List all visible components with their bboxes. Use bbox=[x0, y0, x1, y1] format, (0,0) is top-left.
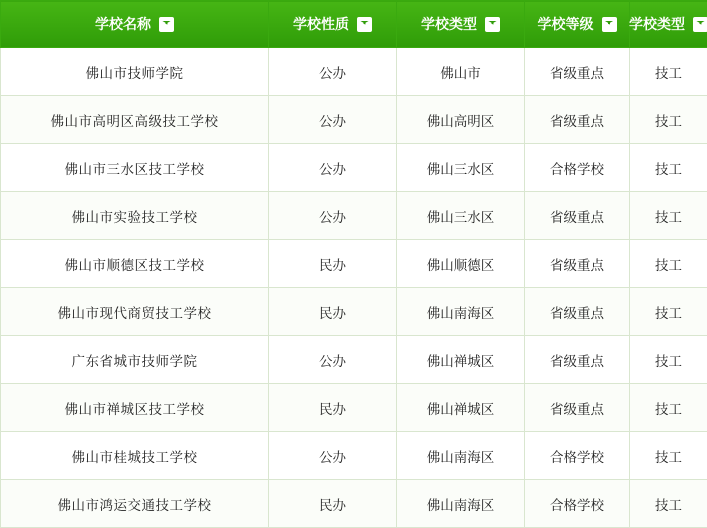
cell-school-nature: 民办 bbox=[269, 240, 397, 288]
cell-school-name: 佛山市顺德区技工学校 bbox=[1, 240, 269, 288]
table-row bbox=[1, 432, 707, 480]
filter-icon[interactable] bbox=[602, 17, 617, 32]
cell-school-name: 佛山市三水区技工学校 bbox=[1, 144, 269, 192]
cell-school-category: 技工 bbox=[630, 432, 707, 480]
cell-school-name: 广东省城市技师学院 bbox=[1, 336, 269, 384]
cell-school-level: 省级重点 bbox=[525, 336, 630, 384]
cell-school-name: 佛山市现代商贸技工学校 bbox=[1, 288, 269, 336]
table-header bbox=[1, 1, 707, 48]
cell-school-name: 佛山市禅城区技工学校 bbox=[1, 384, 269, 432]
cell-school-level: 省级重点 bbox=[525, 192, 630, 240]
cell-school-level: 合格学校 bbox=[525, 480, 630, 528]
cell-school-level: 省级重点 bbox=[525, 384, 630, 432]
cell-school-category: 技工 bbox=[630, 384, 707, 432]
cell-school-type: 佛山南海区 bbox=[397, 432, 525, 480]
cell-school-nature: 公办 bbox=[269, 48, 397, 96]
column-header-school-name[interactable] bbox=[1, 1, 269, 48]
cell-school-category: 技工 bbox=[630, 48, 707, 96]
cell-school-name: 佛山市高明区高级技工学校 bbox=[1, 96, 269, 144]
cell-school-type: 佛山顺德区 bbox=[397, 240, 525, 288]
table-row bbox=[1, 96, 707, 144]
cell-school-name: 佛山市桂城技工学校 bbox=[1, 432, 269, 480]
table-row bbox=[1, 240, 707, 288]
column-header-label: 学校性质 bbox=[293, 14, 349, 34]
cell-school-type: 佛山禅城区 bbox=[397, 336, 525, 384]
cell-school-name: 佛山市实验技工学校 bbox=[1, 192, 269, 240]
column-header-label: 学校类型 bbox=[629, 14, 685, 34]
table-row bbox=[1, 336, 707, 384]
table-row bbox=[1, 144, 707, 192]
cell-school-category: 技工 bbox=[630, 96, 707, 144]
cell-school-type: 佛山南海区 bbox=[397, 480, 525, 528]
table-row bbox=[1, 48, 707, 96]
cell-school-name: 佛山市技师学院 bbox=[1, 48, 269, 96]
cell-school-name: 佛山市鸿运交通技工学校 bbox=[1, 480, 269, 528]
cell-school-level: 省级重点 bbox=[525, 48, 630, 96]
filter-icon[interactable] bbox=[693, 17, 707, 32]
column-header-school-type[interactable] bbox=[397, 1, 525, 48]
cell-school-nature: 公办 bbox=[269, 144, 397, 192]
filter-icon[interactable] bbox=[159, 17, 174, 32]
cell-school-category: 技工 bbox=[630, 144, 707, 192]
table-row bbox=[1, 288, 707, 336]
cell-school-level: 省级重点 bbox=[525, 240, 630, 288]
cell-school-level: 省级重点 bbox=[525, 96, 630, 144]
table-row bbox=[1, 384, 707, 432]
table-row bbox=[1, 192, 707, 240]
column-header-school-category[interactable] bbox=[630, 1, 707, 48]
column-header-school-level[interactable] bbox=[525, 1, 630, 48]
cell-school-type: 佛山禅城区 bbox=[397, 384, 525, 432]
cell-school-level: 省级重点 bbox=[525, 288, 630, 336]
cell-school-nature: 公办 bbox=[269, 96, 397, 144]
column-header-label: 学校等级 bbox=[538, 14, 594, 34]
cell-school-category: 技工 bbox=[630, 336, 707, 384]
cell-school-type: 佛山市 bbox=[397, 48, 525, 96]
filter-icon[interactable] bbox=[485, 17, 500, 32]
cell-school-level: 合格学校 bbox=[525, 144, 630, 192]
column-header-school-nature[interactable] bbox=[269, 1, 397, 48]
cell-school-category: 技工 bbox=[630, 192, 707, 240]
cell-school-nature: 公办 bbox=[269, 432, 397, 480]
cell-school-nature: 民办 bbox=[269, 288, 397, 336]
cell-school-category: 技工 bbox=[630, 288, 707, 336]
cell-school-category: 技工 bbox=[630, 240, 707, 288]
cell-school-nature: 公办 bbox=[269, 192, 397, 240]
cell-school-category: 技工 bbox=[630, 480, 707, 528]
cell-school-type: 佛山高明区 bbox=[397, 96, 525, 144]
cell-school-type: 佛山三水区 bbox=[397, 192, 525, 240]
table-body bbox=[1, 48, 707, 528]
column-header-label: 学校名称 bbox=[95, 14, 151, 34]
header-row bbox=[1, 1, 707, 48]
filter-icon[interactable] bbox=[357, 17, 372, 32]
cell-school-nature: 民办 bbox=[269, 480, 397, 528]
cell-school-type: 佛山南海区 bbox=[397, 288, 525, 336]
cell-school-type: 佛山三水区 bbox=[397, 144, 525, 192]
cell-school-level: 合格学校 bbox=[525, 432, 630, 480]
cell-school-nature: 公办 bbox=[269, 336, 397, 384]
table-row bbox=[1, 480, 707, 528]
column-header-label: 学校类型 bbox=[421, 14, 477, 34]
cell-school-nature: 民办 bbox=[269, 384, 397, 432]
